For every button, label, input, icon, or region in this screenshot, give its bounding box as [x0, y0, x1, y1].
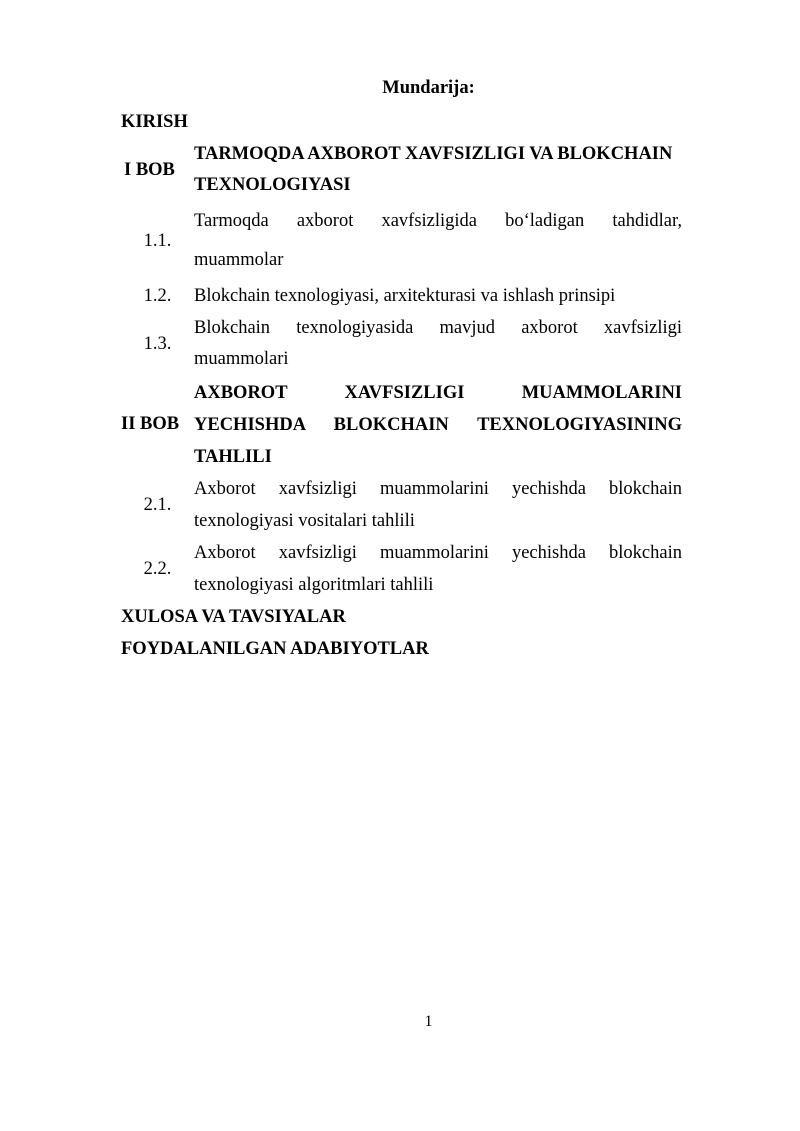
section-2-2-title-line-2: texnologiyasi algoritmlari tahlili [194, 575, 434, 595]
toc-section-2-1 [121, 473, 682, 537]
toc-chapter-2 [121, 376, 682, 473]
chapter-2-title-line-2: YECHISHDA BLOKCHAIN TEXNOLOGIYASINING [194, 414, 682, 435]
chapter-2-label: II BOB [121, 414, 180, 434]
section-1-1-title [194, 202, 682, 280]
toc-section-1-3 [121, 312, 682, 376]
section-1-2-number: 1.2. [143, 285, 172, 306]
section-1-1-title-line-2: muammolar [194, 250, 284, 270]
section-2-1-title-line-1: Axborot xavfsizligi muammolarini yechishda blokchain [194, 479, 682, 499]
section-2-1-title [194, 473, 682, 537]
section-1-1-number: 1.1. [143, 230, 172, 251]
section-2-2-number: 2.2. [143, 558, 172, 579]
toc-section-1-2 [121, 280, 682, 312]
toc-entry-intro: KIRISH [121, 112, 188, 132]
toc-chapter-1 [121, 138, 682, 202]
chapter-2-title-line-1: AXBOROT XAVFSIZLIGI MUAMMOLARINI [194, 382, 682, 403]
chapter-1-title [194, 139, 682, 201]
chapter-1-label: I BOB [124, 159, 175, 180]
page-number: 1 [424, 1013, 433, 1030]
section-1-3-title-line-2: muammolari [194, 349, 289, 369]
section-1-3-title-line-1: Blokchain texnologiyasida mavjud axborot xavfsizligi [194, 318, 682, 338]
section-1-2-title-line-1: Blokchain texnologiyasi, arxitekturasi va ishlash prinsipi [194, 286, 616, 306]
section-1-2-title [194, 280, 682, 312]
section-2-1-number: 2.1. [143, 494, 172, 515]
toc-entry-references: FOYDALANILGAN ADABIYOTLAR [121, 639, 429, 659]
chapter-1-title-line-2: TEXNOLOGIYASI [194, 175, 351, 195]
section-1-3-title [194, 313, 682, 375]
table-of-contents [121, 106, 682, 665]
section-2-2-title [194, 537, 682, 601]
toc-section-1-1 [121, 202, 682, 280]
toc-title: Mundarija: [382, 78, 475, 98]
section-2-1-title-line-2: texnologiyasi vositalari tahlili [194, 511, 415, 531]
toc-entry-conclusion: XULOSA VA TAVSIYALAR [121, 607, 346, 627]
chapter-1-title-line-1: TARMOQDA AXBOROT XAVFSIZLIGI VA BLOKCHAIN [194, 144, 673, 164]
section-1-1-title-line-1: Tarmoqda axborot xavfsizligida bo‘ladigan tahdidlar, [194, 211, 682, 231]
section-2-2-title-line-1: Axborot xavfsizligi muammolarini yechishda blokchain [194, 543, 682, 563]
section-1-3-number: 1.3. [143, 333, 172, 354]
chapter-2-title [194, 377, 682, 473]
chapter-2-title-line-3: TAHLILI [194, 446, 272, 467]
toc-section-2-2 [121, 537, 682, 601]
